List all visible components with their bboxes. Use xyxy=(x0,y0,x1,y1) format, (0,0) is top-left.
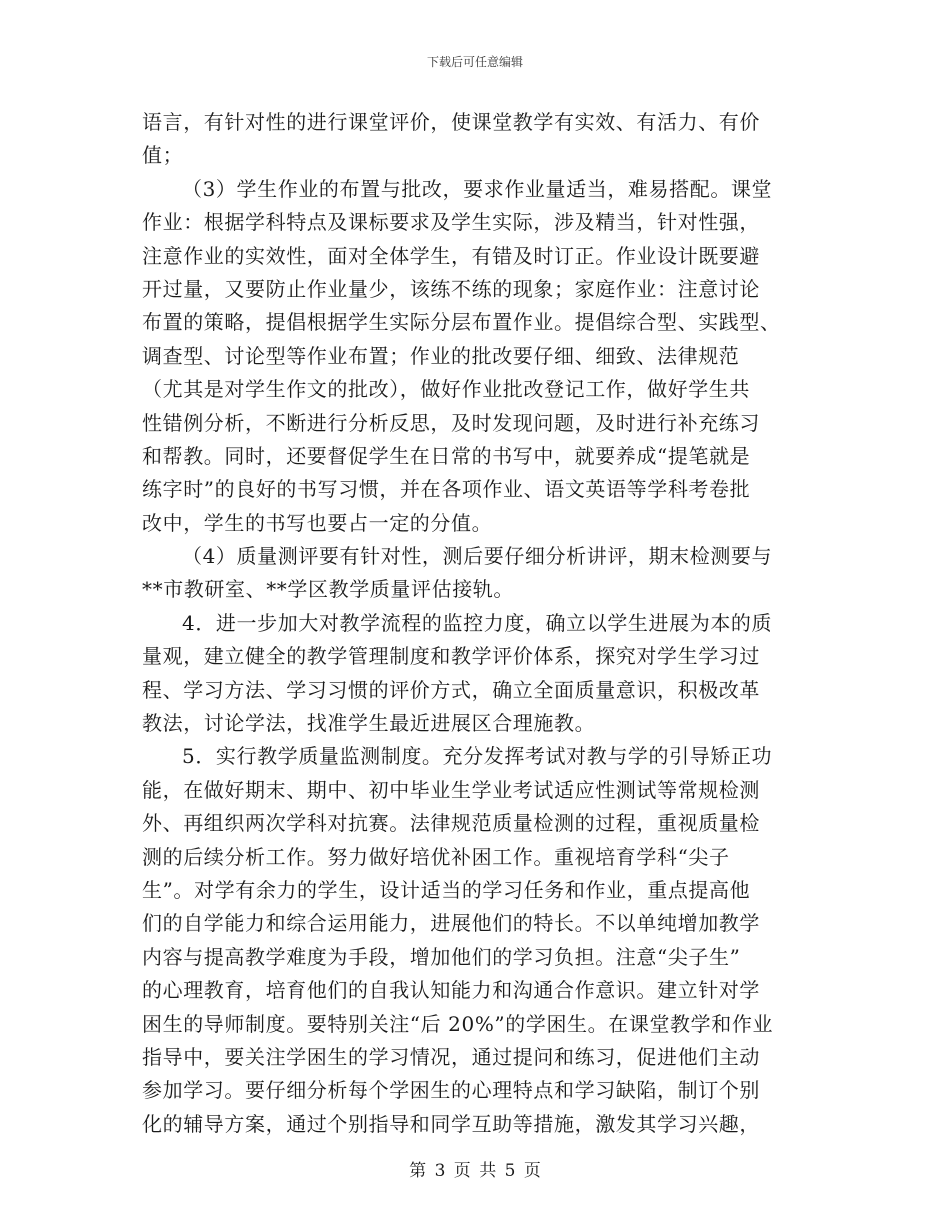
paragraph-start: 4．进一步加大对教学流程的监控力度，确立以学生进展为本的质 xyxy=(182,610,773,635)
text-line: 注意作业的实效性，面对全体学生，有错及时订正。作业设计既要避 xyxy=(142,243,760,268)
text-line: 外、再组织两次学科对抗赛。法律规范质量检测的过程，重视质量检 xyxy=(142,811,760,836)
page-number-footer: 第 3 页 共 5 页 xyxy=(409,1161,541,1181)
text-line: 内容与提高教学难度为手段，增加他们的学习负担。注意“尖子生” xyxy=(142,944,741,969)
text-line: 测的后续分析工作。努力做好培优补困工作。重视培育学科“尖子 xyxy=(142,844,730,869)
text-line: 生”。对学有余力的学生，设计适当的学习任务和作业，重点提高他 xyxy=(142,877,751,902)
text-line: 教法，讨论学法，找准学生最近进展区合理施教。 xyxy=(142,711,596,736)
document-body xyxy=(142,106,812,1141)
text-line: 和帮教。同时，还要督促学生在日常的书写中，就要养成“提笔就是 xyxy=(142,443,751,468)
text-line: 值； xyxy=(142,143,184,168)
text-line: 的心理教育，培育他们的自我认知能力和沟通合作意识。建立针对学 xyxy=(142,978,760,1003)
text-line: 参加学习。要仔细分析每个学困生的心理特点和学习缺陷，制订个别 xyxy=(142,1078,760,1103)
text-line: 改中，学生的书写也要占一定的分值。 xyxy=(142,510,493,535)
paragraph-start: 5．实行教学质量监测制度。充分发挥考试对教与学的引导矫正功 xyxy=(182,744,773,769)
page-header: 下载后可任意编辑 xyxy=(426,55,523,69)
text-line: 程、学习方法、学习习惯的评价方式，确立全面质量意识，积极改革 xyxy=(142,677,760,702)
paragraph-start: （4）质量测评要有针对性，测后要仔细分析讲评，期末检测要与 xyxy=(182,544,773,569)
text-line: （尤其是对学生作文的批改），做好作业批改登记工作，做好学生共 xyxy=(142,377,750,402)
text-line: 性错例分析，不断进行分析反思，及时发现问题，及时进行补充练习 xyxy=(142,410,760,435)
text-line: 调查型、讨论型等作业布置；作业的批改要仔细、细致、法律规范 xyxy=(142,343,740,368)
text-line: 能，在做好期末、期中、初中毕业生学业考试适应性测试等常规检测 xyxy=(142,777,760,802)
text-line: 量观，建立健全的教学管理制度和教学评价体系，探究对学生学习过 xyxy=(142,644,760,669)
text-line: 们的自学能力和综合运用能力，进展他们的特长。不以单纯增加教学 xyxy=(142,911,760,936)
text-line: 指导中，要关注学困生的学习情况，通过提问和练习，促进他们主动 xyxy=(142,1044,760,1069)
text-line: 练字时”的良好的书写习惯，并在各项作业、语文英语等学科考卷批 xyxy=(142,477,751,502)
text-line: **市教研室、**学区教学质量评估接轨。 xyxy=(142,577,514,602)
text-line: 开过量，又要防止作业量少，该练不练的现象；家庭作业：注意讨论 xyxy=(142,276,760,301)
text-line: 化的辅导方案，通过个别指导和同学互助等措施，激发其学习兴趣， xyxy=(142,1111,760,1136)
text-line: 布置的策略，提倡根据学生实际分层布置作业。提倡综合型、实践型、 xyxy=(142,310,781,335)
text-line: 作业：根据学科特点及课标要求及学生实际，涉及精当，针对性强， xyxy=(142,210,760,235)
paragraph-start: （3）学生作业的布置与批改，要求作业量适当，难易搭配。课堂 xyxy=(182,176,773,201)
text-line: 语言，有针对性的进行课堂评价，使课堂教学有实效、有活力、有价 xyxy=(142,110,760,134)
text-line: 困生的导师制度。要特别关注“后 20%”的学困生。在课堂教学和作业 xyxy=(142,1011,774,1036)
